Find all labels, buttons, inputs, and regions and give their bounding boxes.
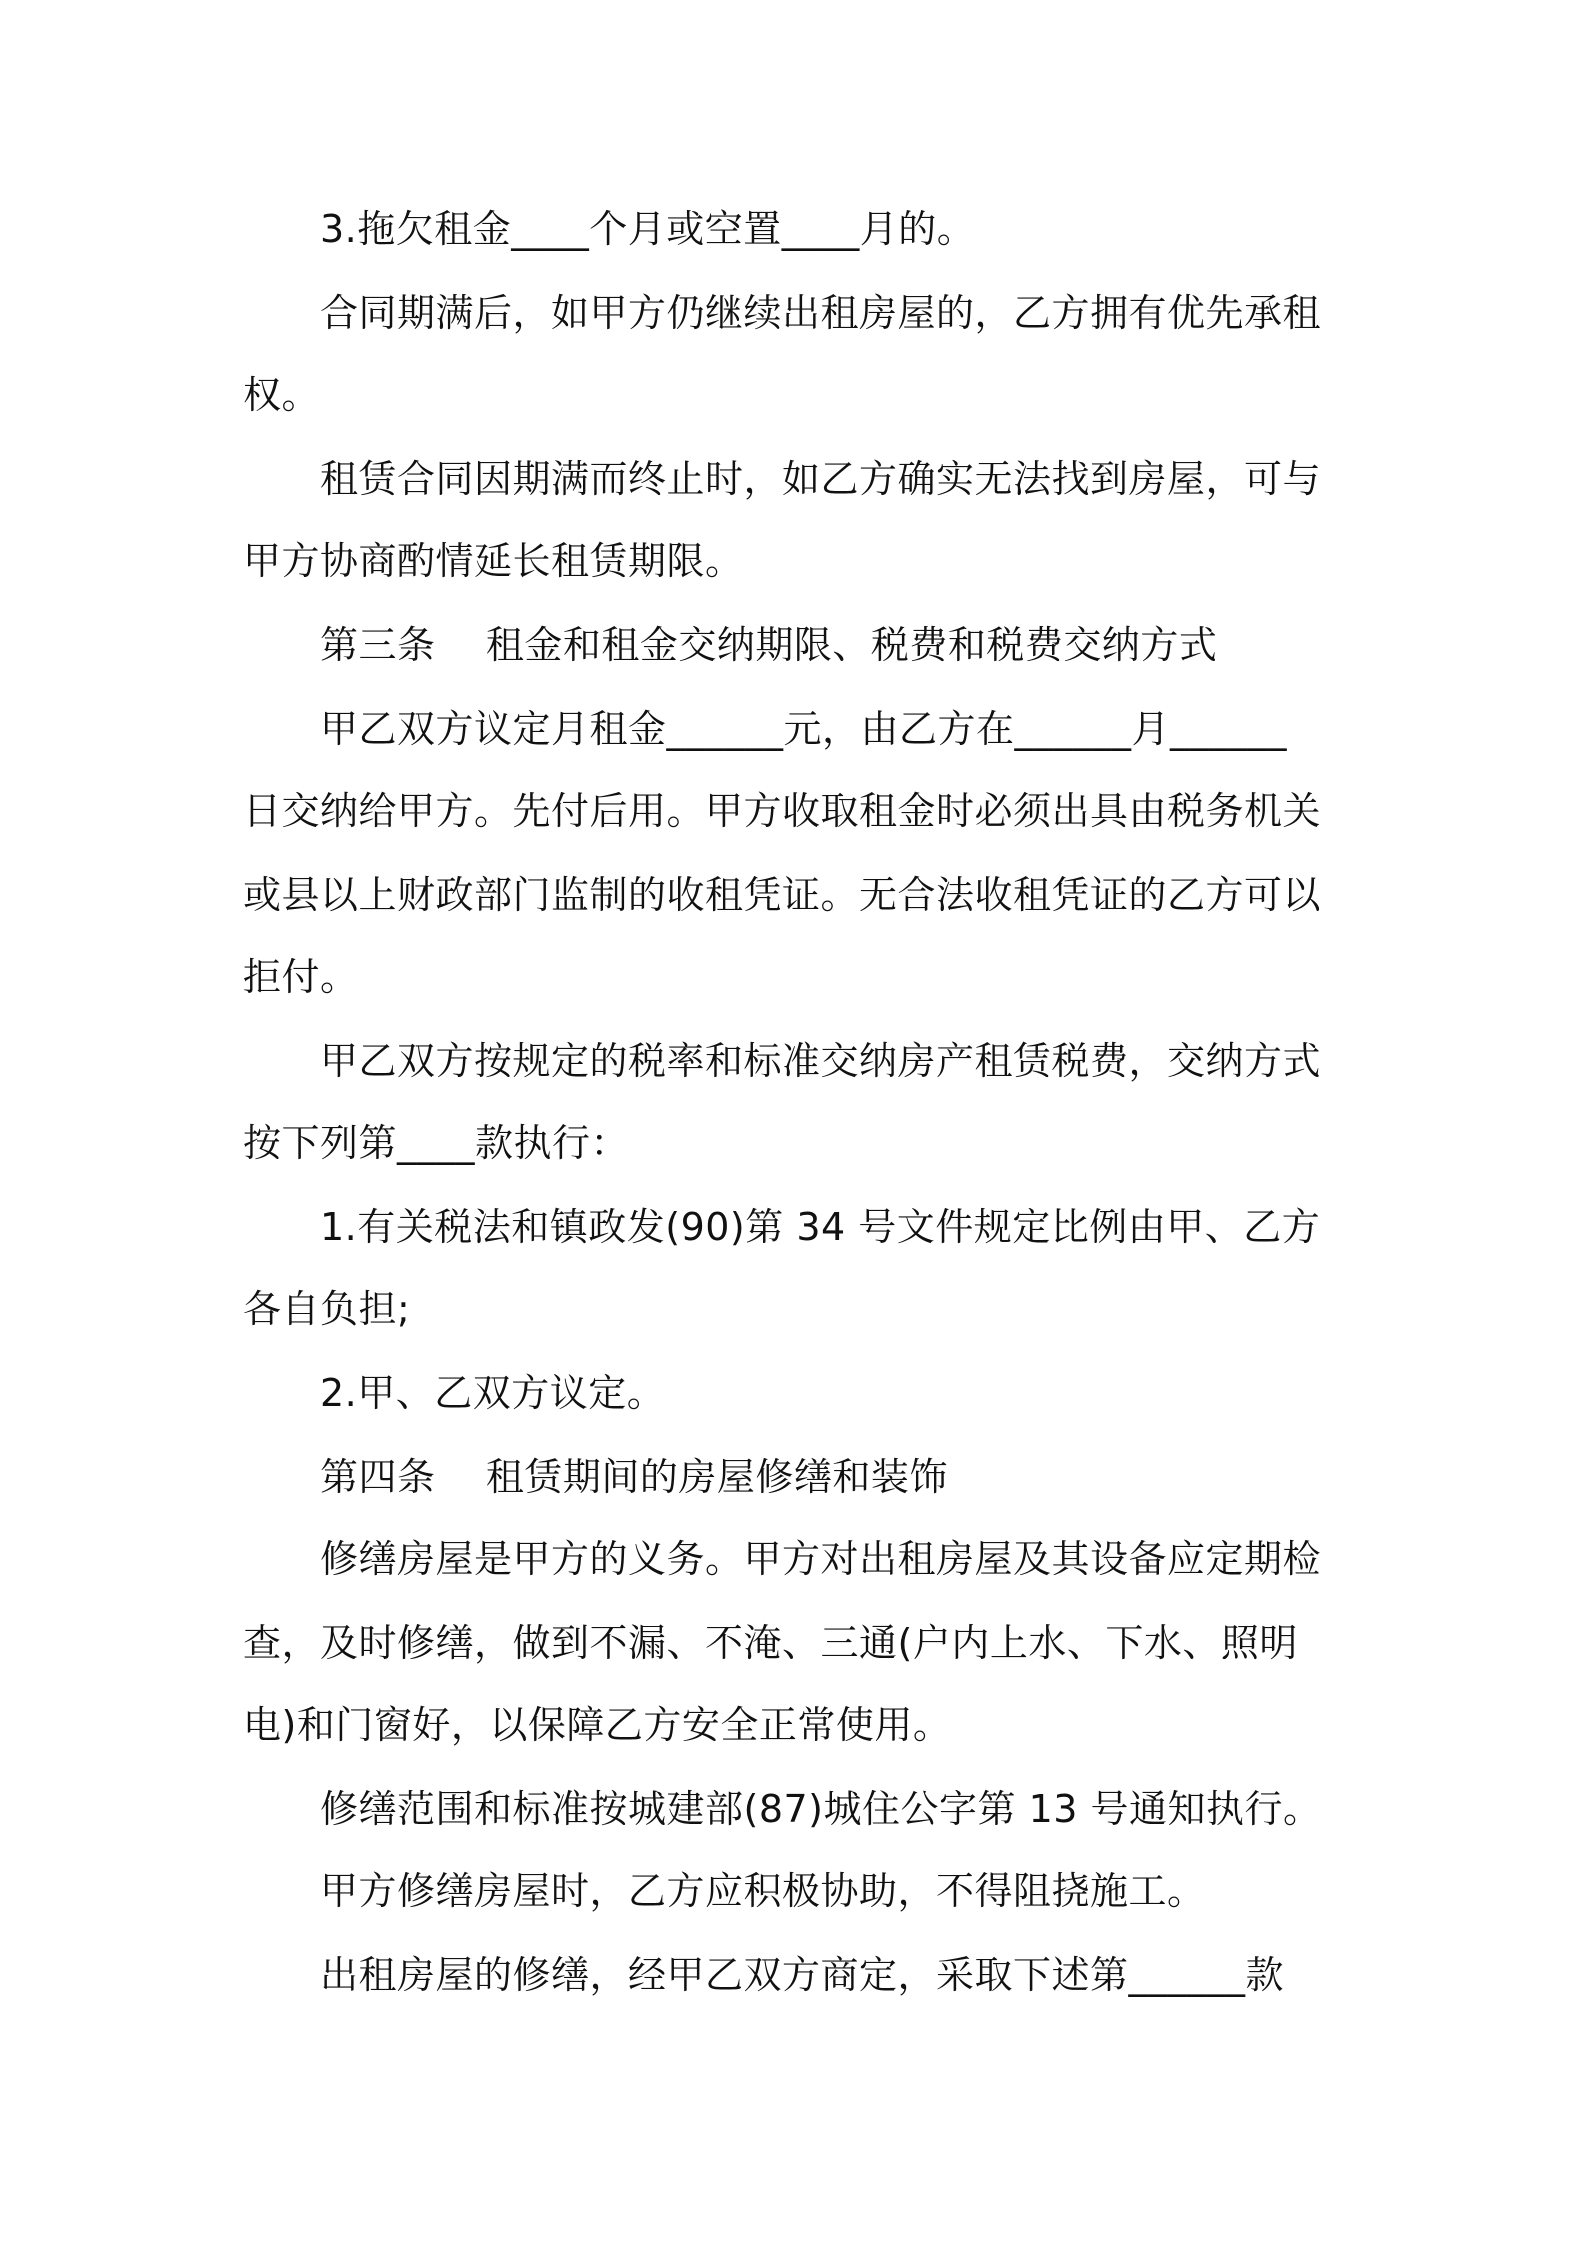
paragraph-line: 拒付。 (243, 955, 359, 999)
paragraph-line: 甲乙双方按规定的税率和标准交纳房产租赁税费，交纳方式 (320, 1039, 1322, 1083)
paragraph-line: 修缮范围和标准按城建部(87)城住公字第 13 号通知执行。 (320, 1787, 1322, 1831)
paragraph-line: 修缮房屋是甲方的义务。甲方对出租房屋及其设备应定期检 (320, 1537, 1322, 1581)
paragraph-line: 各自负担; (243, 1287, 411, 1331)
paragraph-line: 或县以上财政部门监制的收租凭证。无合法收租凭证的乙方可以 (243, 873, 1322, 917)
paragraph-line: 查，及时修缮，做到不漏、不淹、三通(户内上水、下水、照明 (243, 1621, 1298, 1665)
paragraph-line: 权。 (243, 373, 321, 417)
paragraph-line: 甲方协商酌情延长租赁期限。 (243, 539, 744, 583)
paragraph-line: 按下列第____款执行： (243, 1121, 630, 1165)
paragraph-line: 甲方修缮房屋时，乙方应积极协助，不得阻挠施工。 (320, 1869, 1206, 1913)
paragraph-line: 3.拖欠租金____个月或空置____月的。 (320, 207, 976, 251)
paragraph-line: 日交纳给甲方。先付后用。甲方收取租金时必须出具由税务机关 (243, 789, 1322, 833)
paragraph-line: 2.甲、乙双方议定。 (320, 1371, 666, 1415)
section-heading: 第三条 租金和租金交纳期限、税费和税费交纳方式 (320, 623, 1218, 667)
paragraph-line: 电)和门窗好，以保障乙方安全正常使用。 (243, 1703, 952, 1747)
paragraph-line: 租赁合同因期满而终止时，如乙方确实无法找到房屋，可与 (320, 457, 1322, 501)
paragraph-line: 甲乙双方议定月租金______元，由乙方在______月______ (320, 707, 1288, 751)
paragraph-line: 出租房屋的修缮，经甲乙双方商定，采取下述第______款 (320, 1953, 1285, 1997)
paragraph-line: 1.有关税法和镇政发(90)第 34 号文件规定比例由甲、乙方 (320, 1205, 1321, 1249)
paragraph-line: 合同期满后，如甲方仍继续出租房屋的，乙方拥有优先承租 (320, 291, 1322, 335)
section-heading: 第四条 租赁期间的房屋修缮和装饰 (320, 1455, 948, 1499)
